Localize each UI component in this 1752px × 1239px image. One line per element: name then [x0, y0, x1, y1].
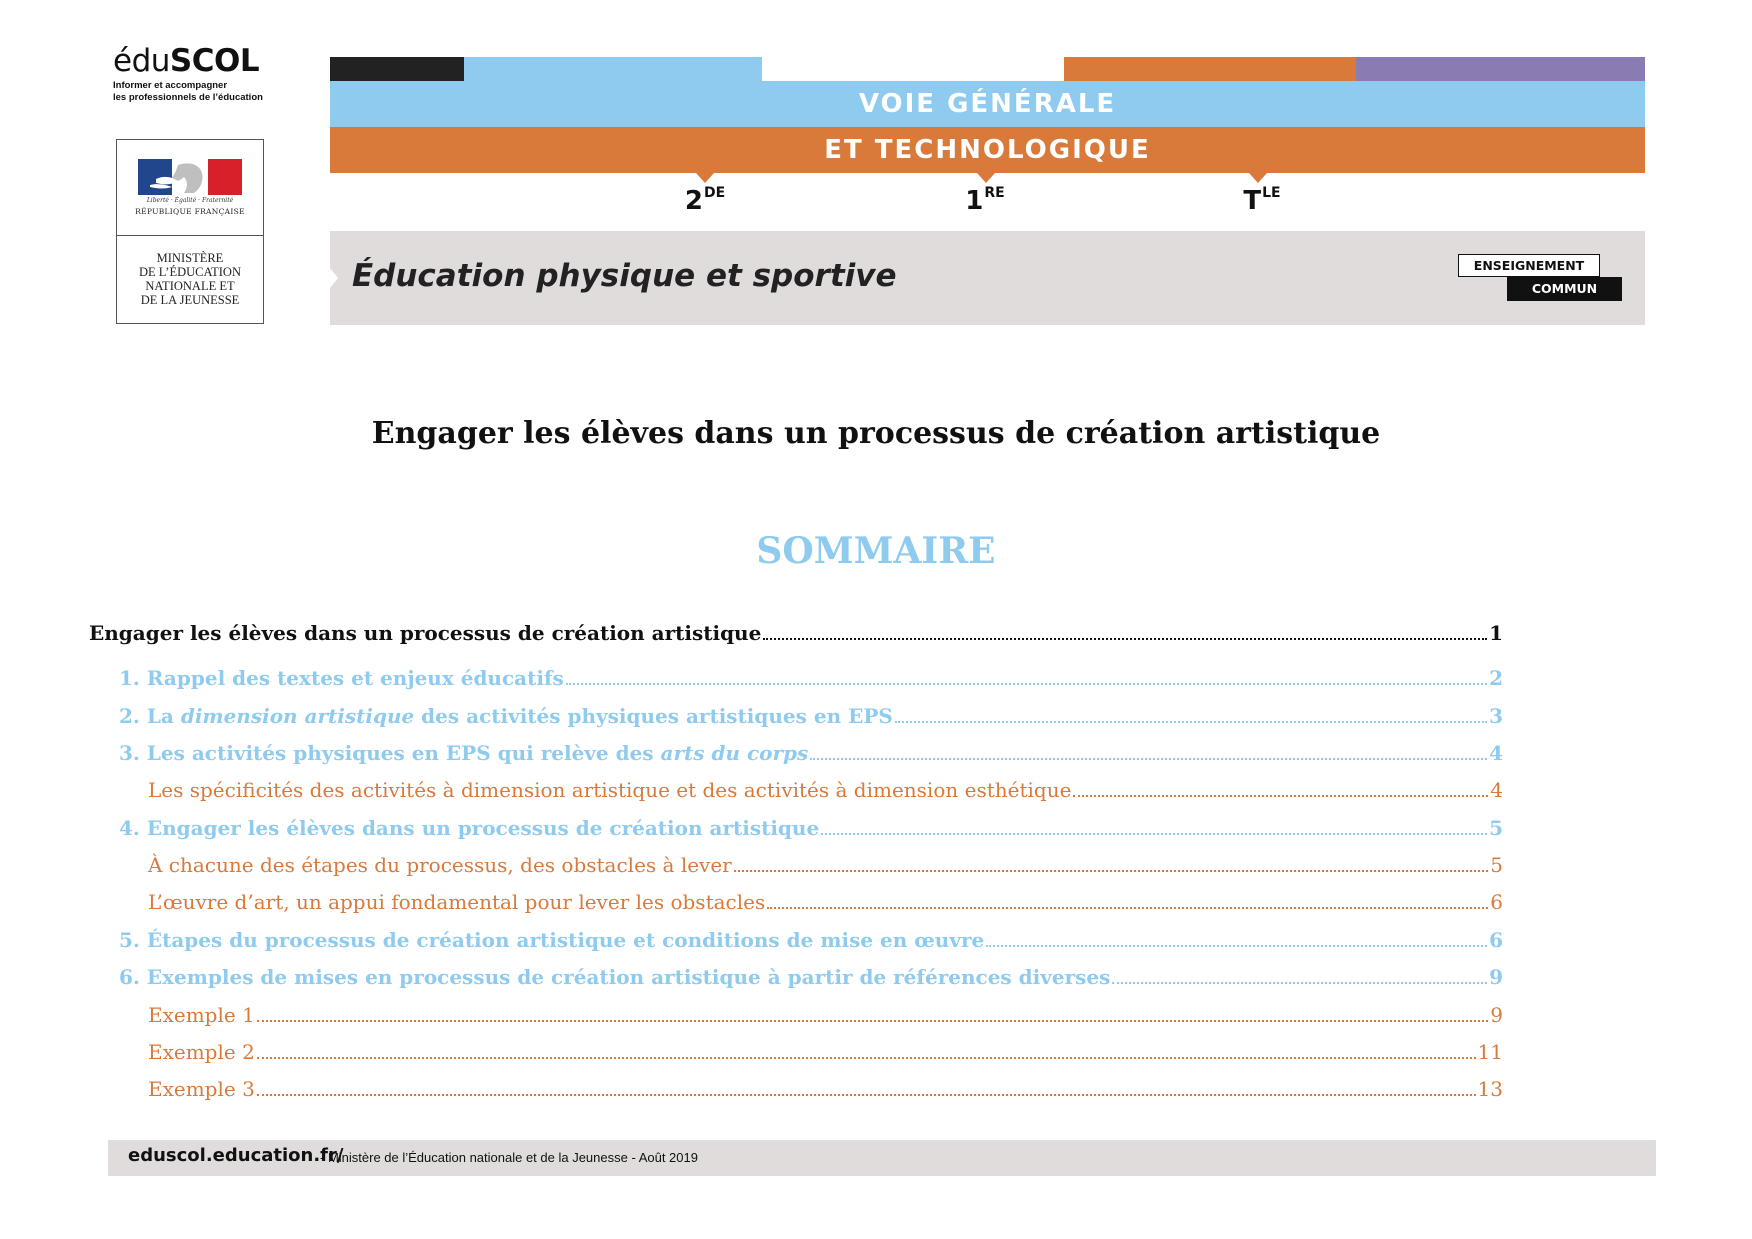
subject-title: Éducation physique et sportive [352, 258, 897, 294]
toc-dot-leader [734, 869, 1489, 872]
eduscol-tagline-1: Informer et accompagner [113, 80, 228, 91]
toc-entry-label [89, 621, 761, 645]
ministry-line-1: MINISTÈRE [156, 251, 224, 265]
toc-entry-label-part: 6. Exemples de mises en processus de création artistique à partir de références diverses [119, 965, 1111, 989]
toc-page-number: 1 [1489, 621, 1503, 645]
republique-text: RÉPUBLIQUE FRANÇAISE [135, 207, 245, 216]
level-premiere-sup: RE [984, 185, 1005, 201]
level-terminale-sup: LE [1262, 185, 1281, 201]
toc-entry-label-part: 3. Les activités physiques en EPS qui relève des [119, 741, 661, 765]
toc-entry[interactable] [148, 1040, 1503, 1064]
toc-page-number: 5 [1489, 816, 1503, 840]
toc-entry-label [148, 890, 765, 914]
stripe-orange [1064, 57, 1356, 81]
sommaire-heading: SOMMAIRE [756, 530, 996, 572]
toc-dot-leader [986, 944, 1487, 947]
footer-text: - Ministère de l’Éducation nationale et de la Jeunesse - Août 2019 [320, 1150, 698, 1165]
toc-entry[interactable] [119, 965, 1503, 989]
toc-entry[interactable] [119, 816, 1503, 840]
toc-entry-label [148, 1077, 255, 1101]
eduscol-tagline [113, 80, 273, 104]
toc-entry-label [148, 1040, 255, 1064]
toc-page-number: 6 [1490, 890, 1503, 914]
toc-dot-leader [763, 637, 1487, 640]
toc-entry-label [119, 666, 564, 690]
toc-page-number: 3 [1489, 704, 1503, 728]
eduscol-word-heavy: SCOL [169, 43, 260, 79]
toc-page-number: 11 [1477, 1040, 1503, 1064]
voie-band [330, 57, 1645, 173]
toc-page-number: 9 [1490, 1003, 1503, 1027]
toc-entry[interactable] [119, 928, 1503, 952]
toc-dot-leader [1112, 981, 1487, 984]
toc-entry-label [119, 704, 893, 728]
toc-dot-leader [257, 1093, 1476, 1096]
toc-page-number: 6 [1489, 928, 1503, 952]
devise-text: Liberté · Égalité · Fraternité [146, 197, 234, 204]
toc-entry-label-part: 5. Étapes du processus de création artistique et conditions de mise en œuvre [119, 928, 985, 952]
level-premiere-main: 1 [965, 186, 984, 216]
subject-banner [330, 231, 1645, 325]
toc-dot-leader [566, 682, 1487, 685]
page-footer [108, 1140, 1656, 1176]
toc-entry[interactable] [119, 704, 1503, 728]
level-terminale-main: T [1243, 186, 1262, 216]
toc-dot-leader [810, 757, 1487, 760]
eduscol-wordmark [113, 44, 273, 78]
toc-entry-label [119, 965, 1110, 989]
level-seconde [685, 185, 725, 216]
toc-page-number: 2 [1489, 666, 1503, 690]
toc-entry[interactable] [148, 1003, 1503, 1027]
toc-page-number: 9 [1489, 965, 1503, 989]
toc-page-number: 13 [1477, 1077, 1503, 1101]
toc-dot-leader [821, 832, 1487, 835]
band-voie-generale: VOIE GÉNÉRALE [330, 81, 1645, 127]
toc-entry-label-part: 4. Engager les élèves dans un processus de création artistique [119, 816, 820, 840]
ministry-name [117, 236, 263, 307]
stripe-purple [1356, 57, 1645, 81]
class-levels [0, 185, 1752, 225]
toc-entry[interactable] [119, 666, 1503, 690]
toc-entry-label-part: Exemple 2 [148, 1040, 255, 1064]
toc-entry-label [119, 816, 819, 840]
tag-commun: COMMUN [1507, 277, 1622, 301]
toc-entry[interactable] [89, 621, 1503, 645]
toc-entry-label-part: Engager les élèves dans un processus de création artistique [89, 621, 762, 645]
toc-entry-label-italic: arts du corps [660, 741, 809, 765]
toc-page-number: 5 [1490, 853, 1503, 877]
stripe-black [330, 57, 464, 81]
toc-dot-leader [767, 906, 1488, 909]
eduscol-tagline-2: les professionnels de l’éducation [113, 92, 263, 103]
toc-entry-label-part: Exemple 3 [148, 1077, 255, 1101]
color-stripes [330, 57, 1645, 81]
toc-entry-label-part: L’œuvre d’art, un appui fondamental pour lever les obstacles [148, 890, 766, 914]
ministry-line-3: NATIONALE ET [145, 279, 235, 293]
notch-tle [1249, 173, 1267, 183]
toc-entry-label-italic: dimension artistique [180, 704, 415, 728]
ministry-line-2: DE L’ÉDUCATION [139, 265, 241, 279]
toc-dot-leader [257, 1056, 1476, 1059]
level-premiere [965, 185, 1004, 216]
footer-site-link[interactable]: eduscol.education.fr/ [128, 1145, 344, 1166]
toc-dot-leader [1073, 794, 1488, 797]
toc-entry-label [148, 778, 1071, 802]
tag-enseignement: ENSEIGNEMENT [1458, 254, 1600, 277]
level-seconde-main: 2 [684, 186, 703, 216]
toc-entry-label [148, 1003, 255, 1027]
eduscol-word-light: édu [113, 43, 170, 79]
toc-entry-label-part: 1. Rappel des textes et enjeux éducatifs [119, 666, 564, 690]
toc-entry-label [119, 741, 808, 765]
toc-entry[interactable] [148, 1077, 1503, 1101]
toc-entry-label-part: Les spécificités des activités à dimension artistique et des activités à dimension esthétique [148, 778, 1072, 802]
toc-entry-label [148, 853, 732, 877]
band-et-technologique [330, 127, 1645, 173]
toc-entry-label [119, 928, 984, 952]
toc-entry-label-part: Exemple 1 [148, 1003, 255, 1027]
toc-dot-leader [895, 720, 1487, 723]
toc-entry[interactable] [148, 853, 1503, 877]
toc-entry[interactable] [148, 778, 1503, 802]
toc-dot-leader [257, 1019, 1488, 1022]
ministry-line-4: DE LA JEUNESSE [140, 293, 240, 307]
toc-entry[interactable] [119, 741, 1503, 765]
stripe-blue [464, 57, 762, 81]
toc-entry-label-part: À chacune des étapes du processus, des obstacles à lever [148, 853, 732, 877]
level-terminale [1243, 185, 1280, 216]
notch-2de [696, 173, 714, 183]
toc-page-number: 4 [1489, 741, 1503, 765]
level-seconde-sup: DE [703, 185, 726, 201]
ministry-logo [116, 139, 264, 324]
document-title: Engager les élèves dans un processus de création artistique [371, 416, 1381, 451]
band-line-2: ET TECHNOLOGIQUE [824, 135, 1151, 165]
toc-entry-label-part: 2. La [119, 704, 181, 728]
toc-entry[interactable] [148, 890, 1503, 914]
eduscol-logo [113, 44, 273, 104]
toc-entry-label-part: des activités physiques artistiques en EPS [414, 704, 893, 728]
toc-page-number: 4 [1490, 778, 1503, 802]
notch-1re [977, 173, 995, 183]
subject-notch [330, 268, 338, 288]
